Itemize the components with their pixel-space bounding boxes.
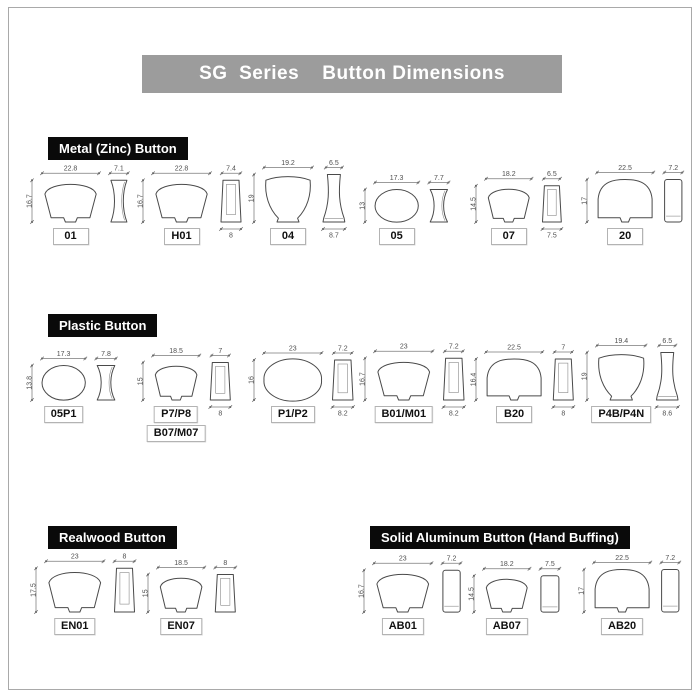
button-diagram-04 xyxy=(246,158,357,262)
button-diagram-en07 xyxy=(140,553,252,657)
front-view-keystone xyxy=(378,362,430,400)
dim-width-label: 7.4 xyxy=(226,165,236,173)
dim-width-label: 22.8 xyxy=(63,165,78,173)
dim-width-label: 7 xyxy=(218,347,223,355)
dim-width-label: 23 xyxy=(70,553,79,561)
dim-width-label: 17.3 xyxy=(56,350,71,358)
dim-width xyxy=(151,348,201,357)
model-label: B20 xyxy=(496,406,532,423)
dim-height xyxy=(468,574,475,614)
front-view-keystone xyxy=(155,366,197,400)
dim-height xyxy=(359,188,366,224)
dim-height xyxy=(26,179,33,224)
side-view-hourglass xyxy=(430,190,447,223)
dim-width-label: 7.8 xyxy=(101,350,111,358)
dim-width-label: 19.4 xyxy=(614,337,629,345)
dim-width xyxy=(372,556,433,565)
button-diagram-ab01 xyxy=(356,553,466,657)
dim-width-label: 6.5 xyxy=(662,337,673,345)
front-view-keystone xyxy=(49,573,101,613)
title-bar: SG Series Button Dimensions xyxy=(142,55,562,93)
dim-width xyxy=(595,165,655,174)
dim-width xyxy=(95,351,118,360)
dim-width xyxy=(443,344,465,353)
side-view-flare xyxy=(323,175,345,223)
dim-width xyxy=(324,160,344,169)
dim-width xyxy=(441,556,463,565)
side-view-flare xyxy=(657,353,679,401)
dim-bottom-label: 7.5 xyxy=(547,232,557,240)
front-view-dome xyxy=(598,180,652,223)
dim-width xyxy=(220,166,242,175)
button-diagram-20 xyxy=(579,158,690,262)
side-view-bevel xyxy=(333,360,354,400)
dim-height-label: 17 xyxy=(581,196,589,205)
section-header-realwood: Realwood Button xyxy=(48,526,177,549)
dim-width-label: 18.5 xyxy=(169,347,183,355)
dim-bottom-label: 8 xyxy=(229,232,233,240)
model-label: B01/M01 xyxy=(374,406,433,423)
front-view-keystone xyxy=(488,189,529,222)
side-view-bevel xyxy=(543,186,562,222)
button-diagram-en01 xyxy=(28,553,140,657)
model-label: EN01 xyxy=(54,618,96,635)
dim-bottom-width xyxy=(541,227,563,239)
front-view-keystone xyxy=(160,578,202,612)
dim-width xyxy=(542,171,562,180)
dim-width-label: 7 xyxy=(561,344,566,352)
dim-height-label: 16.7 xyxy=(137,194,145,208)
dim-height-label: 16.7 xyxy=(358,584,366,598)
dim-height-label: 16.4 xyxy=(470,372,478,387)
front-view-tulip xyxy=(266,177,311,222)
dim-height-label: 15 xyxy=(142,589,150,598)
button-diagram-05p1 xyxy=(24,338,135,442)
button-diagram-01 xyxy=(24,158,135,262)
front-view-oval xyxy=(375,190,418,223)
dim-height-label: 16.7 xyxy=(359,372,367,386)
dim-bottom-label: 8.7 xyxy=(329,232,339,240)
dim-width-label: 18.2 xyxy=(499,561,514,569)
model-label: H01 xyxy=(164,228,200,245)
front-view-dome xyxy=(595,570,649,613)
dim-width xyxy=(660,555,682,564)
model-label: AB07 xyxy=(486,618,528,635)
dim-height xyxy=(137,361,144,402)
dim-height xyxy=(248,358,255,402)
dim-width xyxy=(262,160,314,169)
side-view-bevel xyxy=(210,363,230,401)
model-label: EN07 xyxy=(160,618,202,635)
dim-height-label: 13 xyxy=(359,201,367,210)
side-view-hourglass xyxy=(97,366,115,401)
dim-width-label: 22.5 xyxy=(507,344,521,352)
dim-height xyxy=(581,178,588,224)
dim-width-label: 22.5 xyxy=(618,164,632,172)
dim-bottom-label: 8.6 xyxy=(662,410,673,418)
dim-width xyxy=(40,351,87,360)
dim-height-label: 17.5 xyxy=(30,583,38,597)
dim-bottom-label: 8 xyxy=(561,410,566,418)
dim-bottom-width xyxy=(552,405,576,417)
dim-height xyxy=(26,364,33,402)
section-header-metal: Metal (Zinc) Button xyxy=(48,137,188,160)
dim-width-label: 19.2 xyxy=(281,159,295,167)
dim-width-label: 7.1 xyxy=(114,165,124,173)
dim-bottom-width xyxy=(655,405,680,417)
dim-width-label: 18.5 xyxy=(174,559,188,567)
dim-width-label: 23 xyxy=(398,555,407,563)
dim-width xyxy=(539,561,561,570)
dim-height xyxy=(578,568,585,614)
dim-width xyxy=(373,344,434,353)
dim-width xyxy=(44,554,105,563)
dim-bottom-label: 8.2 xyxy=(448,410,459,418)
model-label: 01 xyxy=(53,228,89,245)
dim-width xyxy=(663,165,685,174)
dim-height xyxy=(358,569,365,614)
dim-bottom-width xyxy=(219,227,243,239)
dim-width xyxy=(595,338,647,347)
dim-width-label: 7.2 xyxy=(448,343,459,351)
model-label: P4B/P4N xyxy=(591,406,651,423)
dim-width xyxy=(151,166,212,175)
button-diagram-b20 xyxy=(468,338,579,442)
dim-width xyxy=(156,560,206,569)
dim-bottom-width xyxy=(331,405,355,417)
dim-width-label: 7.2 xyxy=(668,164,679,172)
dim-width xyxy=(657,338,677,347)
side-view-bevel xyxy=(444,358,465,400)
button-diagram-07 xyxy=(468,158,579,262)
dim-height-label: 17 xyxy=(578,586,586,595)
dim-width-label: 7.2 xyxy=(446,555,457,563)
dim-width-label: 23 xyxy=(399,343,408,351)
dim-width xyxy=(214,560,238,569)
front-view-oval xyxy=(42,366,85,401)
dim-height xyxy=(581,351,588,402)
dim-width-label: 6.5 xyxy=(329,159,339,167)
dim-height-label: 15 xyxy=(137,377,145,386)
side-view-bevel xyxy=(215,575,235,613)
dim-width-label: 22.8 xyxy=(174,165,189,173)
button-diagram-b01-m01 xyxy=(357,338,468,442)
button-diagram-ab07 xyxy=(466,553,576,657)
dim-height xyxy=(470,184,477,224)
dim-height-label: 13.8 xyxy=(26,375,34,390)
dim-height-label: 16 xyxy=(248,376,256,384)
dim-width-label: 6.5 xyxy=(547,171,557,179)
model-label: 07 xyxy=(491,228,527,245)
front-view-keystone xyxy=(377,574,429,612)
side-view-column xyxy=(665,180,682,223)
button-diagram-h01 xyxy=(135,158,246,262)
dim-width xyxy=(484,171,533,180)
model-label: 04 xyxy=(270,228,306,245)
side-view-column xyxy=(662,570,679,613)
dim-height xyxy=(248,173,255,224)
dim-width-label: 17.3 xyxy=(389,174,404,182)
dim-width xyxy=(428,175,451,184)
dim-height-label: 16.7 xyxy=(26,194,34,208)
dim-width xyxy=(40,166,101,175)
front-view-keystone xyxy=(156,184,207,222)
dim-width-label: 22.5 xyxy=(615,554,629,562)
front-view-dome xyxy=(487,359,541,400)
dim-width xyxy=(332,345,354,354)
dim-height xyxy=(359,357,366,402)
button-diagram-ab20 xyxy=(576,553,686,657)
model-label: P1/P2 xyxy=(271,406,315,423)
side-view-column xyxy=(443,570,460,612)
dim-width xyxy=(484,344,544,353)
model-label: 05P1 xyxy=(44,406,84,423)
front-view-tulip xyxy=(599,355,644,400)
side-view-bevel xyxy=(115,568,135,612)
dim-width xyxy=(108,166,129,175)
dim-height xyxy=(142,573,149,614)
dim-bottom-width xyxy=(442,405,466,417)
button-diagram-p1-p2 xyxy=(246,338,357,442)
dim-width xyxy=(210,348,231,357)
model-label: P7/P8 xyxy=(154,406,198,423)
dim-width-label: 7.2 xyxy=(665,554,676,562)
dim-width-label: 8 xyxy=(122,553,127,561)
section-header-plastic: Plastic Button xyxy=(48,314,157,337)
dim-bottom-label: 8.2 xyxy=(337,410,348,418)
dim-height-label: 14.5 xyxy=(468,587,476,601)
dim-width xyxy=(373,175,420,184)
model-label: B07/M07 xyxy=(147,425,206,442)
dim-width xyxy=(113,554,137,563)
model-label: AB20 xyxy=(601,618,643,635)
dim-width-label: 8 xyxy=(223,559,228,567)
dim-width-label: 7.7 xyxy=(434,174,444,182)
front-view-roundoval xyxy=(264,359,322,401)
model-label: 20 xyxy=(607,228,643,245)
front-view-keystone xyxy=(45,184,96,222)
side-view-bevel xyxy=(221,180,241,222)
dim-width-label: 23 xyxy=(288,345,297,353)
side-view-bevel xyxy=(553,359,573,400)
dim-height xyxy=(137,179,144,224)
model-label: AB01 xyxy=(382,618,424,635)
side-view-hourglass xyxy=(111,180,127,222)
dim-width xyxy=(482,561,531,570)
dim-bottom-width xyxy=(321,227,346,239)
dim-width-label: 18.2 xyxy=(501,171,516,179)
dim-bottom-width xyxy=(209,405,233,417)
dim-width xyxy=(553,344,574,353)
dim-height xyxy=(30,567,37,614)
dim-height-label: 14.5 xyxy=(470,197,478,211)
button-diagram-05 xyxy=(357,158,468,262)
dim-width xyxy=(592,555,652,564)
dim-height-label: 19 xyxy=(581,372,589,381)
section-header-aluminum: Solid Aluminum Button (Hand Buffing) xyxy=(370,526,630,549)
model-label: 05 xyxy=(379,228,415,245)
front-view-keystone xyxy=(486,579,527,612)
dim-width xyxy=(262,345,323,354)
button-diagram-p4b-p4n xyxy=(579,338,690,442)
dim-width-label: 7.5 xyxy=(545,561,555,569)
button-diagram-p7-p8 xyxy=(135,338,246,442)
dim-height xyxy=(470,357,477,402)
dim-height-label: 19 xyxy=(248,194,256,203)
dim-bottom-label: 8 xyxy=(218,410,223,418)
dim-width-label: 7.2 xyxy=(337,345,348,353)
